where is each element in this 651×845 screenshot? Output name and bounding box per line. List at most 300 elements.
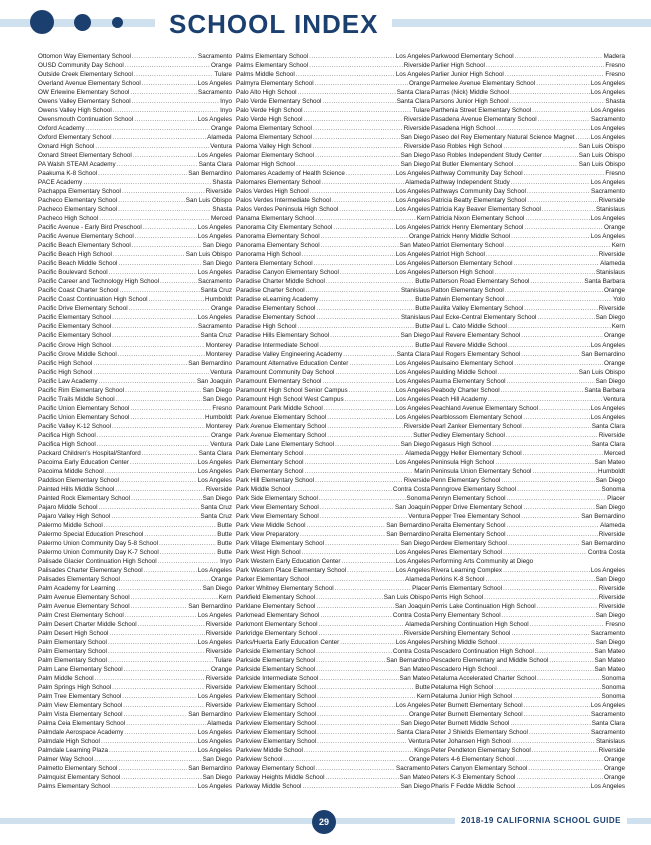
school-name: Owens Valley Elementary School [38, 98, 131, 106]
index-entry [431, 620, 625, 629]
county-name: San Luis Obispo [578, 143, 625, 151]
index-entry [236, 377, 430, 386]
dot-leader [549, 656, 593, 665]
school-name: Overland Avenue Elementary School [38, 80, 141, 88]
county-name: Monterey [205, 341, 232, 349]
dot-leader [317, 737, 407, 746]
dot-leader [317, 728, 396, 737]
dot-leader [517, 485, 600, 494]
index-entry [431, 413, 625, 422]
county-name: Tulare [214, 657, 232, 665]
dot-leader [302, 250, 395, 259]
county-name: Sutter [413, 431, 430, 439]
index-entry [236, 79, 430, 88]
dot-leader [322, 178, 404, 187]
index-entry [431, 782, 625, 791]
school-name: Paramount Alternative Education Center [236, 359, 349, 367]
school-name: Patrick Henry Elementary School [431, 224, 524, 232]
index-entry [236, 638, 430, 647]
school-name: Pacifica High School [38, 440, 96, 448]
school-name: Pacific Coast Continuation High School [38, 296, 148, 304]
county-name: Contra Costa [392, 485, 430, 493]
dot-leader [521, 350, 580, 359]
dot-leader [94, 755, 202, 764]
dot-leader [505, 241, 611, 250]
school-name: Pacific Drive Elementary School [38, 305, 128, 313]
school-name: Paradise Elementary School [236, 314, 316, 322]
school-name: Palermo Union Community Day 5-8 School [38, 539, 159, 547]
index-entry [431, 223, 625, 232]
county-name: Kern [218, 593, 232, 601]
dot-leader [525, 214, 589, 223]
index-entry [431, 719, 625, 728]
county-name: Riverside [403, 143, 430, 151]
county-name: Los Angeles [197, 566, 232, 574]
school-name: Parklane Elementary School [236, 602, 316, 610]
county-name: Santa Cruz [200, 287, 232, 295]
dot-leader [346, 169, 395, 178]
dot-leader [118, 196, 185, 205]
dot-leader [523, 413, 589, 422]
index-entry [38, 350, 232, 359]
school-name: Parkfield Elementary School [236, 593, 316, 601]
county-name: Sacramento [591, 630, 625, 637]
index-entry [236, 512, 430, 521]
county-name: Shasta [212, 179, 232, 187]
county-name: Santa Clara [591, 720, 625, 728]
dot-leader [160, 277, 197, 286]
dot-leader [116, 584, 201, 593]
index-entry [236, 386, 430, 395]
county-name: Sonoma [601, 693, 625, 701]
dot-leader [495, 268, 595, 277]
index-entry [236, 187, 430, 196]
school-name: Paramount Park Middle School [236, 404, 323, 412]
county-name: Los Angeles [197, 783, 232, 791]
dot-leader [498, 665, 594, 674]
index-entry [38, 106, 232, 115]
county-name: Alameda [600, 521, 625, 529]
index-entry [431, 160, 625, 169]
school-name: Peachland Avenue Elementary School [431, 404, 539, 412]
index-entry [236, 602, 430, 611]
dot-leader [306, 286, 400, 295]
dot-leader [508, 539, 580, 548]
dot-leader [319, 674, 398, 683]
index-entry [431, 250, 625, 259]
county-name: San Diego [595, 476, 625, 484]
dot-leader [319, 295, 414, 304]
dot-leader [315, 214, 416, 223]
school-name: Park View Middle School [236, 521, 306, 529]
school-name: Palmdale Learning Plaza [38, 747, 109, 755]
school-name: Paradise Charter School [236, 287, 305, 295]
dot-leader [514, 259, 600, 268]
dot-leader [317, 719, 399, 728]
county-name: Inyo [220, 107, 232, 115]
dot-leader [130, 404, 211, 413]
dot-leader [320, 503, 394, 512]
dot-leader [313, 142, 403, 151]
dot-leader [539, 404, 590, 413]
dot-leader [309, 61, 403, 70]
dot-leader [132, 241, 202, 250]
school-name: Peter Burnett Elementary School [431, 711, 523, 719]
dot-leader [349, 386, 395, 395]
dot-leader [512, 737, 595, 746]
county-name: Los Angeles [395, 386, 430, 394]
county-name: Kern [611, 323, 625, 331]
school-name: Parkway Heights Middle School [236, 774, 325, 782]
dot-leader [93, 368, 209, 377]
school-name: Pershing Middle School [431, 639, 498, 647]
dot-leader [305, 458, 395, 467]
dot-leader [149, 295, 204, 304]
county-name: Los Angeles [197, 152, 232, 160]
dot-leader [99, 214, 210, 223]
index-entry [38, 124, 232, 133]
index-entry [431, 395, 625, 404]
county-name: Los Angeles [395, 224, 430, 232]
school-name: Pacific Elementary School [38, 332, 112, 340]
dot-leader [343, 350, 395, 359]
dot-leader [112, 683, 205, 692]
school-name: Palms Elementary School [236, 53, 309, 60]
school-name: Palm Academy for Learning [38, 584, 116, 592]
dot-leader [112, 322, 197, 331]
index-entry [38, 764, 232, 773]
county-name: Butte [217, 521, 232, 529]
school-name: Palomar High School [236, 161, 296, 169]
school-name: Paradise eLearning Academy [236, 296, 319, 304]
school-name: Pacheco Elementary School [38, 206, 118, 214]
county-name: Riverside [403, 476, 430, 484]
county-name: Orange [210, 62, 232, 70]
county-name: Stanislaus [595, 269, 625, 277]
dot-leader [316, 602, 394, 611]
index-entry [236, 773, 430, 782]
dot-leader [507, 494, 607, 503]
dot-leader [316, 313, 399, 322]
school-name: Pacific Valley K-12 School [38, 422, 112, 430]
school-name: Parkview School [236, 756, 283, 764]
dot-leader [322, 377, 394, 386]
dot-leader [131, 602, 188, 611]
dot-leader [305, 467, 414, 476]
index-entry [236, 665, 430, 674]
county-name: San Luis Obispo [185, 197, 232, 205]
school-name: Palm Elementary School [38, 648, 107, 656]
index-entry [431, 304, 625, 313]
county-name: Orange [210, 575, 232, 583]
index-entry [431, 593, 625, 602]
index-entry [38, 404, 232, 413]
index-entry [431, 710, 625, 719]
school-name: Pacific Union Elementary School [38, 404, 130, 412]
index-entry [431, 575, 625, 584]
dot-leader [142, 79, 197, 88]
index-entry [431, 494, 625, 503]
dot-leader [105, 467, 197, 476]
dot-leader [142, 449, 198, 458]
dot-leader [486, 250, 598, 259]
county-name: San Bernardino [188, 602, 232, 610]
index-entry [431, 665, 625, 674]
index-entry [236, 160, 430, 169]
county-name: San Diego [400, 332, 430, 340]
index-columns [38, 52, 632, 826]
index-entry [38, 142, 232, 151]
index-entry [236, 88, 430, 97]
school-name: Pepper Drive Elementary School [431, 503, 523, 511]
dot-leader [535, 647, 594, 656]
school-name: Park View Elementary School [236, 512, 319, 520]
school-name: Pacoima Middle School [38, 467, 104, 475]
school-name: Palermo Union Community Day K-7 School [38, 548, 159, 556]
school-name: Pat Butler Elementary School [431, 161, 514, 169]
dot-leader [524, 701, 590, 710]
county-name: San Luis Obispo [578, 368, 625, 376]
index-entry [38, 539, 232, 548]
county-name: Los Angeles [395, 359, 430, 367]
county-name: Los Angeles [590, 107, 625, 115]
index-entry [431, 539, 625, 548]
county-name: San Bernardino [581, 512, 625, 520]
county-name: Ventura [210, 440, 232, 448]
dot-leader [112, 331, 199, 340]
dot-leader [501, 476, 594, 485]
county-name: Riverside [598, 305, 625, 313]
county-name: Fresno [212, 404, 232, 412]
index-entry [431, 97, 625, 106]
index-entry [236, 295, 430, 304]
county-name: Los Angeles [197, 80, 232, 88]
index-entry [38, 485, 232, 494]
county-name: Santa Clara [198, 449, 232, 457]
county-name: San Bernardino [188, 170, 232, 178]
index-entry [236, 656, 430, 665]
index-entry [431, 467, 625, 476]
dot-leader [503, 584, 598, 593]
index-entry [431, 295, 625, 304]
index-entry [431, 178, 625, 187]
school-name: Pescadero High School [431, 666, 497, 674]
county-name: San Diego [400, 134, 430, 142]
county-name: San Bernardino [386, 657, 430, 665]
school-name: Panorama Elementary School [236, 233, 320, 241]
county-name: Los Angeles [395, 251, 430, 259]
school-name: Park Avenue Elementary School [236, 431, 327, 439]
dot-leader [118, 259, 201, 268]
index-column-2 [236, 52, 430, 791]
county-name: Riverside [403, 116, 430, 124]
index-entry [236, 97, 430, 106]
county-name: Contra Costa [392, 648, 430, 656]
school-name: Park Avenue Elementary School [236, 413, 327, 421]
index-entry [431, 115, 625, 124]
index-entry [431, 70, 625, 79]
dot-leader [135, 232, 197, 241]
index-entry [431, 746, 625, 755]
school-name: Peter Burnett Elementary School [431, 702, 523, 710]
school-name: Pacheco High School [38, 215, 99, 223]
county-name: Los Angeles [395, 395, 430, 403]
county-name: Alameda [405, 620, 430, 628]
index-entry [236, 449, 430, 458]
county-name: Los Angeles [590, 341, 625, 349]
dot-leader [144, 530, 216, 539]
index-entry [38, 566, 232, 575]
school-name: Pasadena Avenue Elementary School [431, 116, 537, 124]
dot-leader [99, 503, 200, 512]
index-entry [38, 169, 232, 178]
school-name: Ottomon Way Elementary School [38, 53, 131, 60]
county-name: San Mateo [594, 666, 625, 674]
index-entry [236, 61, 430, 70]
school-name: Pacific Elementary School [38, 323, 112, 331]
county-name: Los Angeles [197, 233, 232, 241]
index-entry [431, 602, 625, 611]
school-name: Pacific Rim Elementary School [38, 386, 125, 394]
county-name: Los Angeles [197, 747, 232, 755]
county-name: Los Angeles [197, 458, 232, 466]
school-name: Palomares Elementary School [236, 179, 321, 187]
county-name: San Diego [595, 639, 625, 647]
county-name: Butte [415, 341, 430, 349]
county-name: Los Angeles [197, 729, 232, 737]
dot-leader [126, 719, 206, 728]
school-name: Parkwood Elementary School [431, 53, 514, 60]
index-entry [431, 701, 625, 710]
dot-leader [123, 701, 205, 710]
index-entry [38, 178, 232, 187]
county-name: Los Angeles [395, 548, 430, 556]
county-name: San Diego [202, 386, 232, 394]
dot-leader [120, 476, 197, 485]
dot-leader [98, 169, 187, 178]
county-name: Los Angeles [395, 377, 430, 385]
county-name: San Luis Obispo [578, 152, 625, 160]
school-name: Paradise Canyon Elementary School [236, 269, 339, 277]
guide-title: 2018-19 CALIFORNIA SCHOOL GUIDE [455, 814, 627, 828]
index-entry [431, 647, 625, 656]
dot-leader [99, 377, 196, 386]
school-name: Paulita Valley Elementary School [431, 305, 524, 313]
dot-leader [345, 395, 395, 404]
school-name: Pasadena High School [431, 125, 496, 133]
school-name: Palm Avenue Elementary School [38, 593, 130, 601]
school-name: Pacific Trails Middle School [38, 395, 115, 403]
dot-leader [515, 52, 603, 61]
school-name: Paddison Elementary School [38, 476, 119, 484]
county-name: Contra Costa [587, 548, 625, 556]
dot-leader [316, 656, 385, 665]
school-name: Peggy Heller Elementary School [431, 449, 522, 457]
county-name: Fresno [605, 170, 625, 178]
dot-leader [326, 277, 414, 286]
county-name: Riverside [205, 702, 232, 710]
dot-leader [340, 638, 394, 647]
school-name: Palms Elementary School [236, 62, 309, 70]
county-name: Los Angeles [590, 702, 625, 710]
county-name: Sonoma [601, 485, 625, 493]
index-entry [38, 746, 232, 755]
school-name: Palms Elementary School [38, 783, 111, 791]
index-entry [38, 701, 232, 710]
dot-leader [108, 638, 197, 647]
dot-leader [125, 61, 210, 70]
school-name: Pacoima Early Education Center [38, 458, 130, 466]
index-entry [236, 124, 430, 133]
dot-leader [130, 458, 197, 467]
school-name: Parkview Elementary School [236, 702, 317, 710]
county-name: San Diego [202, 774, 232, 782]
school-name: Palermo Middle School [38, 521, 103, 529]
county-name: Placer [412, 584, 430, 592]
dot-leader [514, 160, 578, 169]
index-entry [236, 692, 430, 701]
index-entry [38, 250, 232, 259]
school-name: Peters Canyon Elementary School [431, 765, 528, 773]
dot-leader [316, 647, 392, 656]
dot-leader [505, 70, 605, 79]
school-name: Parker Elementary School [236, 575, 310, 583]
school-name: Parkmont Elementary School [236, 620, 318, 628]
page-header [0, 0, 651, 46]
county-name: San Diego [400, 152, 430, 160]
index-entry [236, 620, 430, 629]
dot-leader [316, 593, 383, 602]
dot-leader [118, 205, 211, 214]
dot-leader [320, 341, 415, 350]
county-name: San Diego [202, 584, 232, 592]
county-name: Riverside [598, 251, 625, 259]
school-name: Penryn Elementary School [431, 494, 506, 502]
index-entry [38, 530, 232, 539]
index-entry [431, 548, 625, 557]
school-name: Parkside Intermediate School [236, 675, 319, 683]
dot-leader [339, 205, 394, 214]
school-name: Parras (Nick) Middle School [431, 89, 510, 97]
dot-leader [321, 232, 408, 241]
school-name: Parkside Elementary School [236, 648, 316, 656]
school-name: Palm Desert Charter Middle School [38, 620, 137, 628]
index-entry [38, 223, 232, 232]
dot-leader [347, 566, 395, 575]
county-name: Fresno [605, 620, 625, 628]
county-name: San Diego [595, 377, 625, 385]
county-name: Orange [210, 305, 232, 313]
index-entry [38, 422, 232, 431]
dot-leader [513, 692, 600, 701]
index-entry [38, 494, 232, 503]
dot-leader [536, 79, 589, 88]
school-name: Palm Desert High School [38, 630, 109, 637]
county-name: Riverside [205, 684, 232, 692]
index-entry [236, 557, 430, 566]
county-name: Sacramento [591, 116, 625, 124]
county-name: San Diego [202, 260, 232, 268]
index-entry [38, 467, 232, 476]
county-name: Butte [415, 296, 430, 304]
dot-leader [291, 485, 392, 494]
index-entry [236, 205, 430, 214]
county-name: Placer [607, 494, 625, 502]
dot-leader [496, 124, 590, 133]
county-name: San Diego [400, 783, 430, 791]
dot-leader [315, 476, 403, 485]
county-name: Los Angeles [395, 557, 430, 565]
